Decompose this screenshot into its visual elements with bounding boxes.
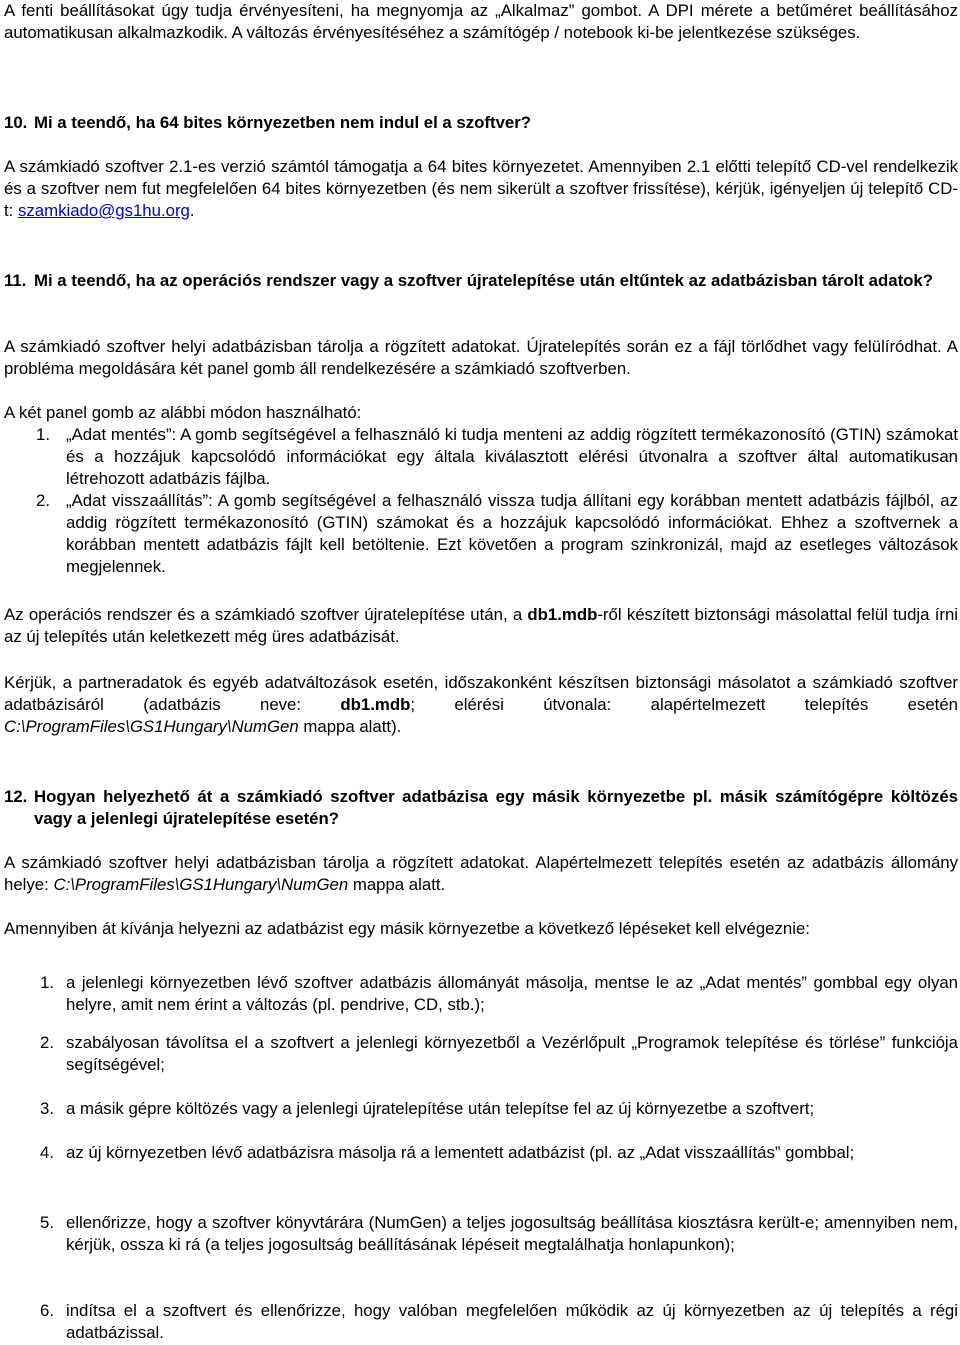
step-num-6: 6. [40,1301,54,1320]
q10-number: 10. [4,113,28,132]
q11-list-num-2: 2. [36,491,50,510]
q10-answer-end: . [189,201,195,220]
q12-paragraph-2: Amennyiben át kívánja helyezni az adatbázist egy másik környezetbe a következő lépéseket kell elvégeznie: [4,919,810,938]
q10-answer [4,156,958,222]
step-num-1: 1. [40,973,54,992]
q11-list-num-1: 1. [36,425,50,444]
q11-p4-text-e: mappa alatt). [298,717,402,736]
install-path-2: C:\ProgramFiles\GS1Hungary\NumGen [53,875,349,894]
step-item-5: ellenőrizze, hogy a szoftver könyvtárára (NumGen) a teljes jogosultság beállítása kiosztásra került-e; amennyiben nem, kérjük, ossza ki rá (a teljes jogosultság beállításának lépéseit megtalálhatja honlapunkon); [66,1213,958,1254]
q10-heading: Mi a teendő, ha 64 bites környezetben nem indul el a szoftver? [34,113,532,132]
q11-p3-text-a: Az operációs rendszer és a számkiadó szoftver újratelepítése után, a [4,605,528,624]
q11-number: 11. [4,271,27,290]
step-item-2: szabályosan távolítsa el a szoftvert a jelenlegi környezetből a Vezérlőpult „Programok telepítése és törlése” funkciója segítségével; [66,1033,958,1074]
db-filename: db1.mdb [527,605,598,624]
q11-list-item-2: „Adat visszaállítás”: A gomb segítségével a felhasználó vissza tudja állítani egy korábban mentett adatbázis fájlból, az addig rögzített termékazonosító (GTIN) számokat és a hozzájuk kapcsolódó információkat. Ehhez a szoftvernek a korábban mentett adatbázis fájlt kell betöltenie. Ezt követően a program szinkronizál, majd az esetleges változások megjelennek. [66,491,958,576]
q11-p3-text-c: -ről készített biztonsági másolattal felül tudja írni az új telepítés után keletkezett még üres adatbázisát. [4,605,959,646]
step-item-6: indítsa el a szoftvert és ellenőrizze, hogy valóban megfelelően működik az új környezetben az új telepítés a régi adatbázissal. [66,1301,958,1342]
q11-paragraph-1: A számkiadó szoftver helyi adatbázisban tárolja a rögzített adatokat. Újratelepítés során ez a fájl törlődhet vagy felülíródhat. A probléma megoldására két panel gomb áll rendelkezésére a számkiadó szoftverben. [4,337,958,378]
step-item-3: a másik gépre költözés vagy a jelenlegi újratelepítése után telepítse fel az új környezetbe a szoftvert; [66,1099,815,1118]
q12-heading: Hogyan helyezhető át a számkiadó szoftver adatbázisa egy másik környezetbe pl. másik számítógépre költözés vagy a jelenlegi újratelepítése esetén? [34,787,958,828]
q11-list-item-1: „Adat mentés”: A gomb segítségével a felhasználó ki tudja menteni az addig rögzített termékazonosító (GTIN) számokat és a hozzájuk kapcsolódó információkat egy általa kiválasztott elérési útvonalra a szoftver által automatikusan létrehozott adatbázis fájlba. [66,425,958,488]
q12-p1-text-a: A számkiadó szoftver helyi adatbázisban tárolja a rögzített adatokat. Alapértelmezett telepítés esetén az adatbázis állomány helye: [4,853,958,894]
q11-paragraph-3 [4,604,958,648]
step-num-4: 4. [40,1143,54,1162]
step-item-1: a jelenlegi környezetben lévő szoftver adatbázis állományát másolja, mentse le az „Adat mentés” gombbal egy olyan helyre, amit nem érint a változás (pl. pendrive, CD, stb.); [66,973,958,1014]
q11-paragraph-4 [4,672,958,738]
q10-answer-text: A számkiadó szoftver 2.1-es verzió számtól támogatja a 64 bites környezetet. Amennyiben 2.1 előtti telepítő CD-vel rendelkezik és a szoftver nem fut megfelelően 64 bites környezetben (és nem sikerült a szoftver frissítése), kérjük, igényeljen új telepítő CD-t: [4,157,958,220]
intro-paragraph: A fenti beállításokat úgy tudja érvényesíteni, ha megnyomja az „Alkalmaz” gombot. A DPI mérete a betűméret beállításához automatikusan alkalmazkodik. A változás érvényesítéséhez a számítógép / notebook ki-be jelentkezése szükséges. [4,1,958,42]
support-email-link[interactable]: szamkiado@gs1hu.org [18,201,190,220]
db-filename-2: db1.mdb [340,695,411,714]
q11-paragraph-2: A két panel gomb az alábbi módon használható: [4,403,362,422]
q12-p1-text-c: mappa alatt. [348,875,446,894]
q12-paragraph-1 [4,852,958,896]
step-num-3: 3. [40,1099,54,1118]
q11-p4-text-c: ; elérési útvonala: alapértelmezett telepítés esetén [410,695,958,714]
install-path: C:\ProgramFiles\GS1Hungary\NumGen [4,717,299,736]
step-num-2: 2. [40,1033,54,1052]
q12-number: 12. [4,787,28,806]
step-item-4: az új környezetben lévő adatbázisra másolja rá a lementett adatbázist (pl. az „Adat visszaállítás” gombbal; [66,1143,855,1162]
q11-heading: Mi a teendő, ha az operációs rendszer vagy a szoftver újratelepítése után eltűntek az adatbázisban tárolt adatok? [34,271,933,290]
q11-p4-text-a: Kérjük, a partneradatok és egyéb adatváltozások esetén, időszakonként készítsen biztonsági másolatot a számkiadó szoftver adatbázisáról (adatbázis neve: [4,673,958,714]
step-num-5: 5. [40,1213,54,1232]
